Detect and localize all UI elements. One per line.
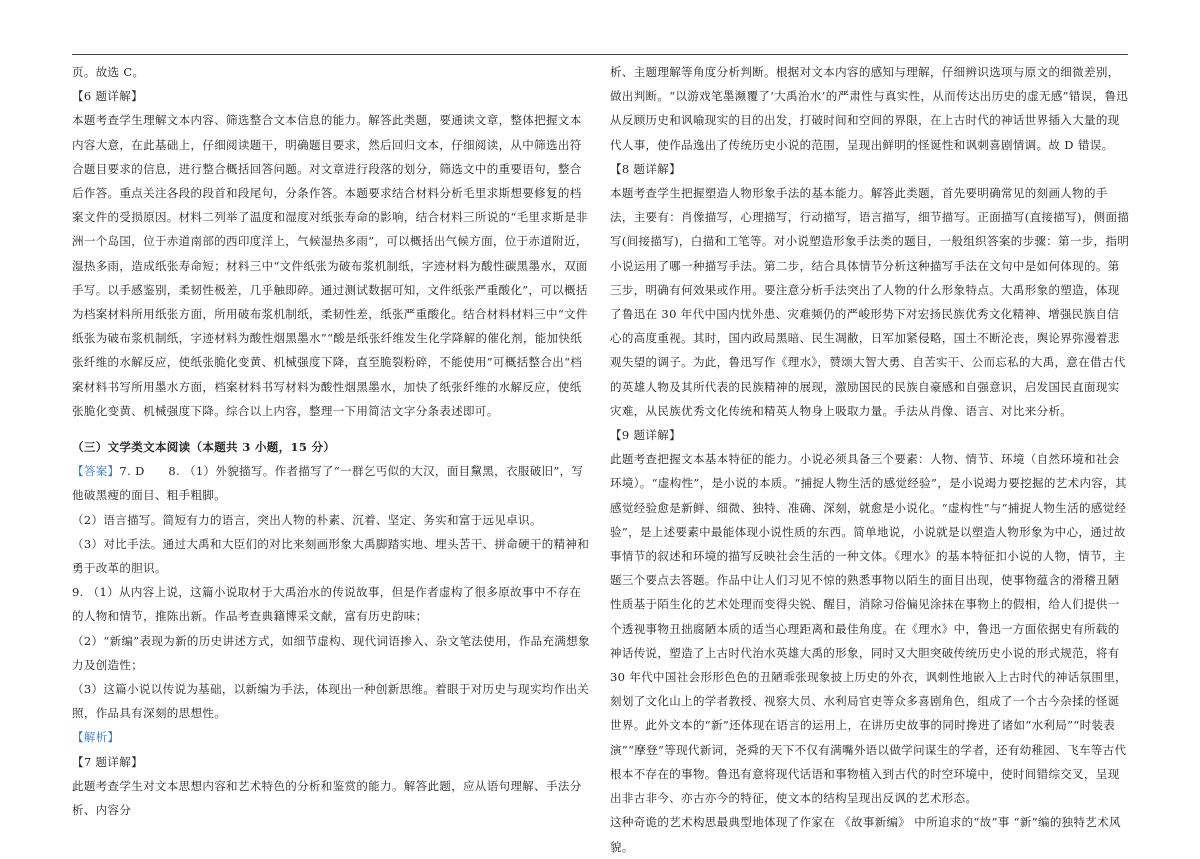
answer-text: 7. D 8. （1）外貌描写。作者描写了“一群乞丐似的大汉，面目黧黑，衣服破旧”，写他破黑瘦的面目、粗手粗脚。 bbox=[72, 464, 584, 503]
section-3-title: （三）文学类文本阅读（本题共 3 小题，15 分） bbox=[72, 440, 336, 455]
q7-explanation-cont: 析、主题理解等角度分析判断。根据对文本内容的感知与理解，仔细辨识选项与原文的细微差别，做出判断。“以游戏笔墨濒覆了‘大禹治水’的严肃性与真实性，从而传达出历史的虚无感”错误，鲁迅从反顾历史和讽喻现实的目的出发，打破时间和空间的界限，在上古时代的神话世界插入大量的现代人事，使作品逸出了传统历史小说的范围，呈现出鲜明的怪诞性和讽刺喜剧情调。故 D 错误。 bbox=[610, 65, 1129, 152]
q9-explanation: 此题考查把握文本基本特征的能力。小说必须具备三个要素：人物、情节、环境（自然环境和社会环境）。“虚构性”，是小说的本质。“捕捉人物生活的感觉经验”，是小说竭力要挖掘的艺术内容，其感觉经验愈是新鲜、细微、独特、准确、深刻，就愈是小说化。“虚构性”与“捕捉人物生活的感觉经验”，是上述要素中最能体现小说性质的东西。简单地说，小说就是以塑造人物形象为中心，通过故事情节的叙述和环境的描写反映社会生活的一种文体。《理水》的基本特征扣小说的人物，情节，主题三个要点去答题。作品中让人们习见不惊的熟悉事物以陌生的面目出现，使事物蕴含的滑稽丑陋性质基于陌生化的艺术处理而变得尖锐、醒目，消除习俗偏见涂抹在事物上的假相，给人们提供一个透视事物丑拙腐陋本质的适当心理距离和最佳角度。在《理水》中，鲁迅一方面依据史有所载的神话传说，塑造了上古时代治水英雄大禹的形象，同时又大胆突破传统历史小说的形式规范，将有 30 年代中国社会形形色色的丑陋乖张现象披上历史的外衣，讽刺性地嵌入上古时代的神话氛围里，刻划了文化山上的学者教授、视察大员、水利局官吏等众多喜剧角色，组成了一个古今杂揉的怪诞世界。此外文本的“新”还体现在语言的运用上，在讲历史故事的同时搀进了诸如“水利局”“时装表演”“摩登”等现代新词，尧舜的天下不仅有满嘴外语以做学问谋生的学者，还有幼稚园、飞车等古代根本不存在的事物。鲁迅有意将现代话语和事物植入到古代的时空环境中，使时间错综交叉，呈现出非古非今、亦古亦今的特征，使文本的结构呈现出反讽的艺术形态。 bbox=[610, 452, 1128, 806]
answer-8-3: （3）对比手法。通过大禹和大臣们的对比来刻画形象大禹脚踏实地、埋头苦干、拼命硬干的精神和勇于改革的胆识。 bbox=[72, 536, 590, 576]
q7-explanation-start: 此题考查学生对文本思想内容和艺术特色的分析和鉴赏的能力。解答此题，应从语句理解、手法分析、内容分 bbox=[72, 778, 582, 818]
q7-heading: 【7 题详解】 bbox=[72, 754, 143, 769]
left-column bbox=[72, 60, 592, 822]
answer-9-1: 9. （1）从内容上说，这篇小说取材于大禹治水的传说故事，但是作者虚构了很多原故事中不存在的人物和情节，推陈出新。作品考查典籍博采文献，富有历史韵味； bbox=[72, 585, 582, 624]
answer-9-2: （2）“新编”表现为新的历史讲述方式，如细节虚构、现代词语掺入、杂文笔法使用，作品充满想象力及创造性； bbox=[72, 633, 590, 672]
answer-tag: 【答案】 bbox=[72, 464, 120, 479]
q9-heading: 【9 题详解】 bbox=[610, 428, 681, 443]
q6-explanation: 本题考查学生理解文本内容、筛选整合文本信息的能力。解答此类题，要通读文章，整体把握文本内容大意，在此基础上，仔细阅读题干，明确题目要求，然后回归文本，仔细阅读，从中筛选出符合题目要求的信息，进行整合概括回答问题。对文章进行段落的划分，筛选文中的重要语句，整合后作答。重点关注各段的段首和段尾句，分条作答。本题要求结合材料分析毛里求斯想要修复的档案文件的受损原因。材料二列举了温度和湿度对纸张寿命的影响，结合材料三所说的“毛里求斯是非洲一个岛国，位于赤道南部的西印度洋上，气候湿热多雨”，可以概括出气候方面，位于赤道附近，湿热多雨，造成纸张寿命短；材料三中“文件纸张为破布浆机制纸，字迹材料为酸性碳黑墨水，双面手写。以手感鉴别，柔韧性极差，几乎触即碎。通过测试数据可知，文件纸张严重酸化”，可以概括为档案材料所用纸张方面，所用破布浆机制纸，柔韧性差，纸张严重酸化。结合材料材料三中“文件纸张为破布浆机制纸，字迹材料为酸性烟黑墨水”“酸是纸张纤维发生化学降解的催化剂，能加快纸张纤维的水解反应，使纸张脆化变黄、机械强度下降，直至脆裂粉碎，不能使用”可概括整合出“档案材料书写所用墨水方面，档案材料书写材料为酸性烟黑墨水，加快了纸张纤维的水解反应，使纸张脆化变黄、机械强度下降。综合以上内容，整理一下用简洁文字分条表述即可。 bbox=[72, 113, 588, 418]
answer-line: 页。故选 C。 bbox=[72, 65, 145, 79]
right-column bbox=[610, 60, 1130, 859]
q8-explanation: 本题考查学生把握塑造人物形象手法的基本能力。解答此类题，首先要明确常见的刻画人物的手法，主要有：肖像描写，心理描写，行动描写，语言描写，细节描写。正面描写(直接描写)，侧面描写(间接描写)，白描和工笔等。对小说塑造形象手法类的题目，一般组织答案的步骤：第一步，指明小说运用了哪一种描写手法。第二步，结合具体情节分析这种描写手法在文句中是如何体现的。第三步，明确有何效果或作用。要注意分析手法突出了人物的什么形象特点。大禹形象的塑造，体现了鲁迅在 30 年代中国内忧外患、灾难频仍的严峻形势下对宏扬民族优秀文化精神、增强民族自信心的高度重视。其时，国内政局黑暗、民生凋敝，日军加紧侵略，国土不断沦丧，舆论界弥漫着悲观失望的调子。为此，鲁迅写作《理水》，赞颂大智大勇、自苦实干、公而忘私的大禹，意在借古代的英雄人物及其所代表的民族精神的展现，激励国民的民族自豪感和自强意识，启发国民直面现实灾难，从民族优秀文化传统和精英人物身上吸取力量。手法从肖像、语言、对比来分析。 bbox=[610, 186, 1130, 418]
closing-line: 这种奇诡的艺术构思最典型地体现了作家在 《故事新编》 中所追求的“故”事 “新”编的独特艺术风貌。 bbox=[610, 815, 1121, 854]
q8-heading: 【8 题详解】 bbox=[610, 161, 681, 176]
header-rule bbox=[72, 54, 1128, 55]
answer-9-3: （3）这篇小说以传说为基础，以新编为手法，体现出一种创新思维。着眼于对历史与现实均作出关照，作品具有深刻的思想性。 bbox=[72, 682, 590, 721]
q6-heading: 【6 题详解】 bbox=[72, 89, 143, 104]
analysis-tag: 【解析】 bbox=[72, 730, 120, 745]
answer-block bbox=[72, 459, 592, 507]
answer-8-2: （2）语言描写。简短有力的语言，突出人物的朴素、沉着、坚定、务实和富于远见卓识。 bbox=[72, 512, 542, 527]
